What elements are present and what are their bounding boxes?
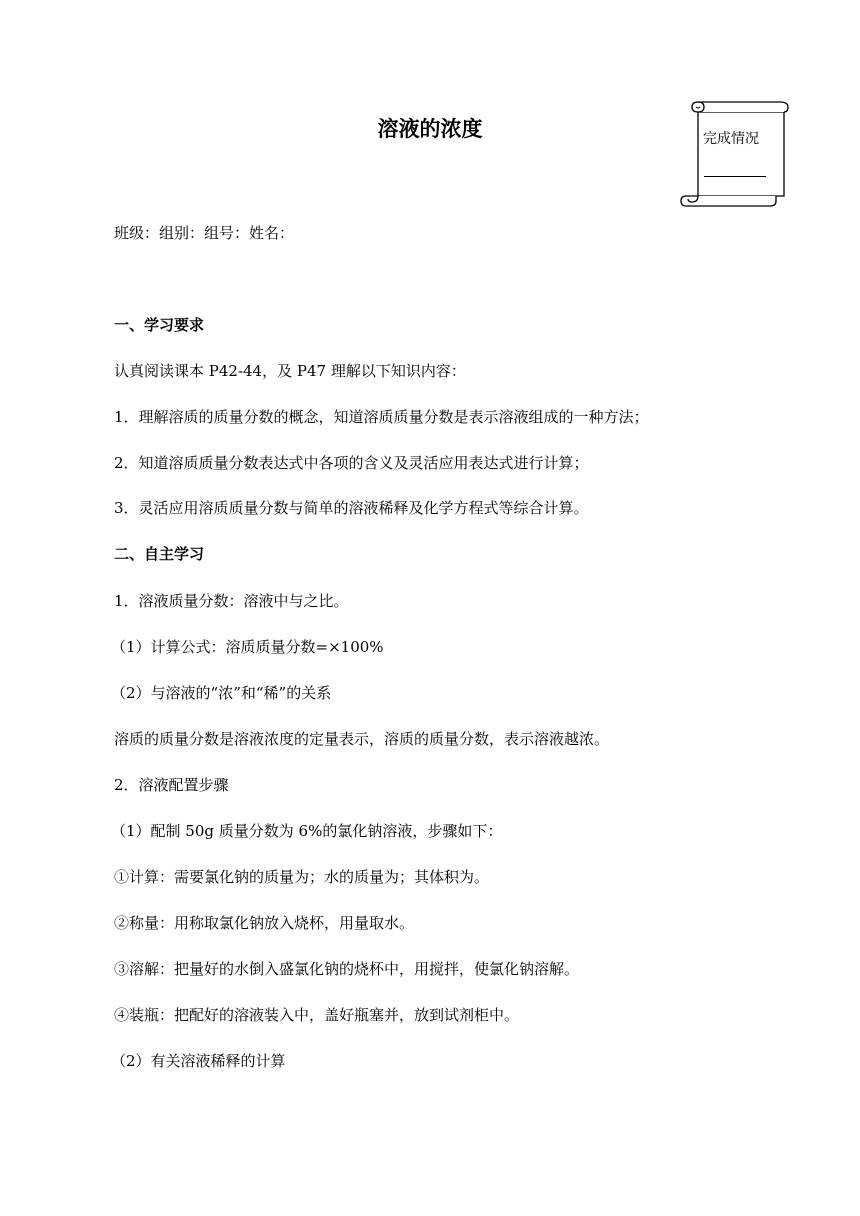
study-line-5: 2．溶液配置步骤 [114,776,229,794]
requirement-item-2: 2．知道溶质质量分数表达式中各项的含义及灵活应用表达式进行计算； [114,454,589,472]
study-line-10: ④装瓶：把配好的溶液装入中，盖好瓶塞并，放到试剂柜中。 [114,1006,520,1024]
requirements-intro: 认真阅读课本 P42-44，及 P47 理解以下知识内容： [114,362,466,380]
study-line-9: ③溶解：把量好的水倒入盛氯化钠的烧杯中，用搅拌，使氯化钠溶解。 [114,960,580,978]
study-line-7: ①计算：需要氯化钠的质量为；水的质量为；其体积为。 [114,868,490,886]
study-line-4: 溶质的质量分数是溶液浓度的定量表示，溶质的质量分数，表示溶液越浓。 [114,730,610,748]
study-line-11: （2）有关溶液稀释的计算 [111,1052,286,1070]
page-title: 溶液的浓度 [377,117,483,141]
study-line-3: （2）与溶液的“浓”和“稀”的关系 [111,684,332,702]
class-info-line: 班级：组别：组号：姓名： [114,224,295,242]
completion-status-label: 完成情况 [703,131,759,147]
scroll-frame-icon [680,100,790,210]
study-line-2: （1）计算公式：溶质质量分数=×100% [111,638,384,656]
completion-status-box [680,100,790,210]
requirement-item-1: 1．理解溶质的质量分数的概念，知道溶质质量分数是表示溶液组成的一种方法； [114,408,649,426]
study-line-8: ②称量：用称取氯化钠放入烧杯，用量取水。 [114,914,415,932]
study-line-1: 1．溶液质量分数：溶液中与之比。 [114,592,349,610]
requirement-item-3: 3．灵活应用溶质质量分数与简单的溶液稀释及化学方程式等综合计算。 [114,499,589,517]
study-line-6: （1）配制 50g 质量分数为 6%的氯化钠溶液，步骤如下： [111,822,503,840]
completion-status-blank [704,176,766,177]
section-heading-self-study: 二、自主学习 [114,545,205,563]
section-heading-requirements: 一、学习要求 [114,316,205,334]
